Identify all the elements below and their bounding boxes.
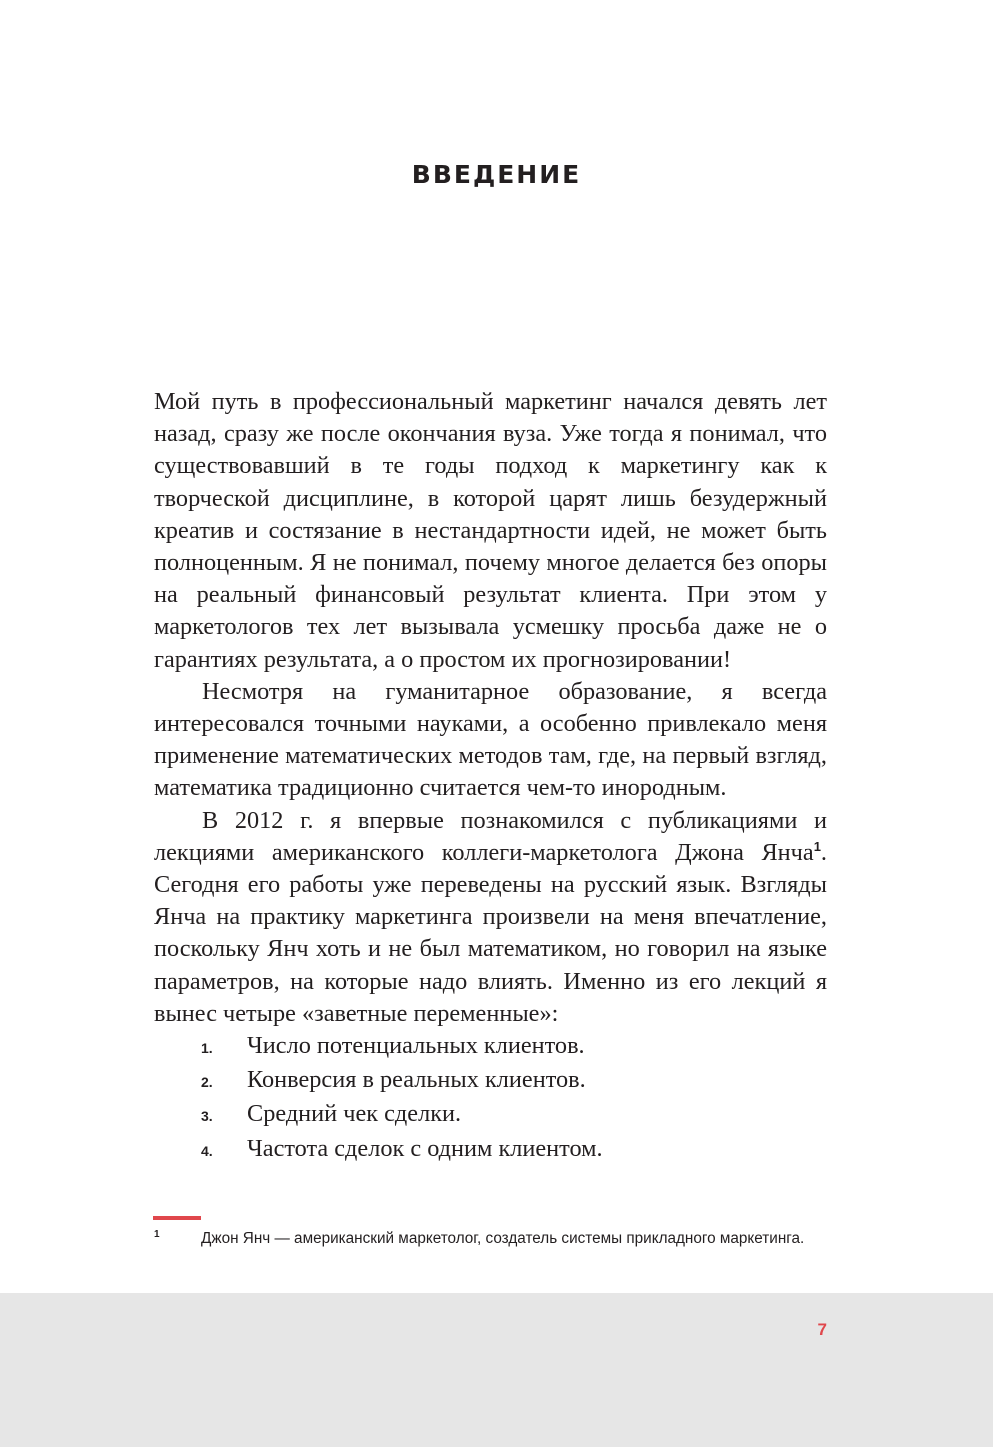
footnote [154,1230,834,1248]
footnote-divider [153,1216,201,1220]
list-item [154,1064,827,1098]
list-item-number: 3. [201,1108,213,1125]
footnote-text: Джон Янч — американский маркетолог, создатель системы прикладного маркетинга. [201,1230,805,1247]
list-item-text: Число потенциальных клиентов. [247,1032,585,1060]
list-item [154,1098,827,1132]
body-text [154,386,827,1167]
list-item-number: 1. [201,1040,213,1057]
footnote-number: 1 [154,1229,160,1240]
variables-list [154,1030,827,1167]
list-item-number: 4. [201,1142,213,1159]
paragraph-3-text-after: . Сегодня его работы уже переведены на русский язык. Взгляды Янча на практику маркетинга произвели на меня впечатление, поскольку Янч хоть и не был математиком, но говорил на языке параметров, на которые надо влиять. Именно из его лекций я вынес четыре «заветные переменные»: [154,838,827,1027]
paragraph-1: Мой путь в профессиональный маркетинг начался девять лет назад, сразу же после окончания вуза. Уже тогда я понимал, что существовавший в те годы подход к маркетингу как к творческой дисциплине, в которой царят лишь безудержный креатив и состязание в нестандартности идей, не может быть полноценным. Я не понимал, почему многое делается без опоры на реальный финансовый результат клиента. При этом у маркетологов тех лет вызывала усмешку просьба даже не о гарантиях результата, а о простом их прогнозировании! [154,388,827,673]
page-footer-band [0,1293,993,1447]
page-number: 7 [817,1320,827,1339]
list-item-number: 2. [201,1074,213,1091]
list-item [154,1030,827,1064]
list-item-text: Конверсия в реальных клиентов. [247,1066,586,1094]
chapter-title: ВВЕДЕНИЕ [411,160,582,189]
paragraph-2: Несмотря на гуманитарное образование, я всегда интересовался точными науками, а особенно привлекало меня применение математических методов там, где, на первый взгляд, математика традиционно считается чем-то инородным. [154,677,827,802]
footnote-reference[interactable]: 1 [813,838,821,854]
list-item [154,1133,827,1167]
paragraph-3-text-before: В 2012 г. я впервые познакомился с публикациями и лекциями американского коллеги-маркетолога Джона Янча [154,806,827,866]
paragraph-3 [154,805,827,1030]
list-item-text: Частота сделок с одним клиентом. [247,1134,603,1162]
list-item-text: Средний чек сделки. [247,1100,462,1128]
